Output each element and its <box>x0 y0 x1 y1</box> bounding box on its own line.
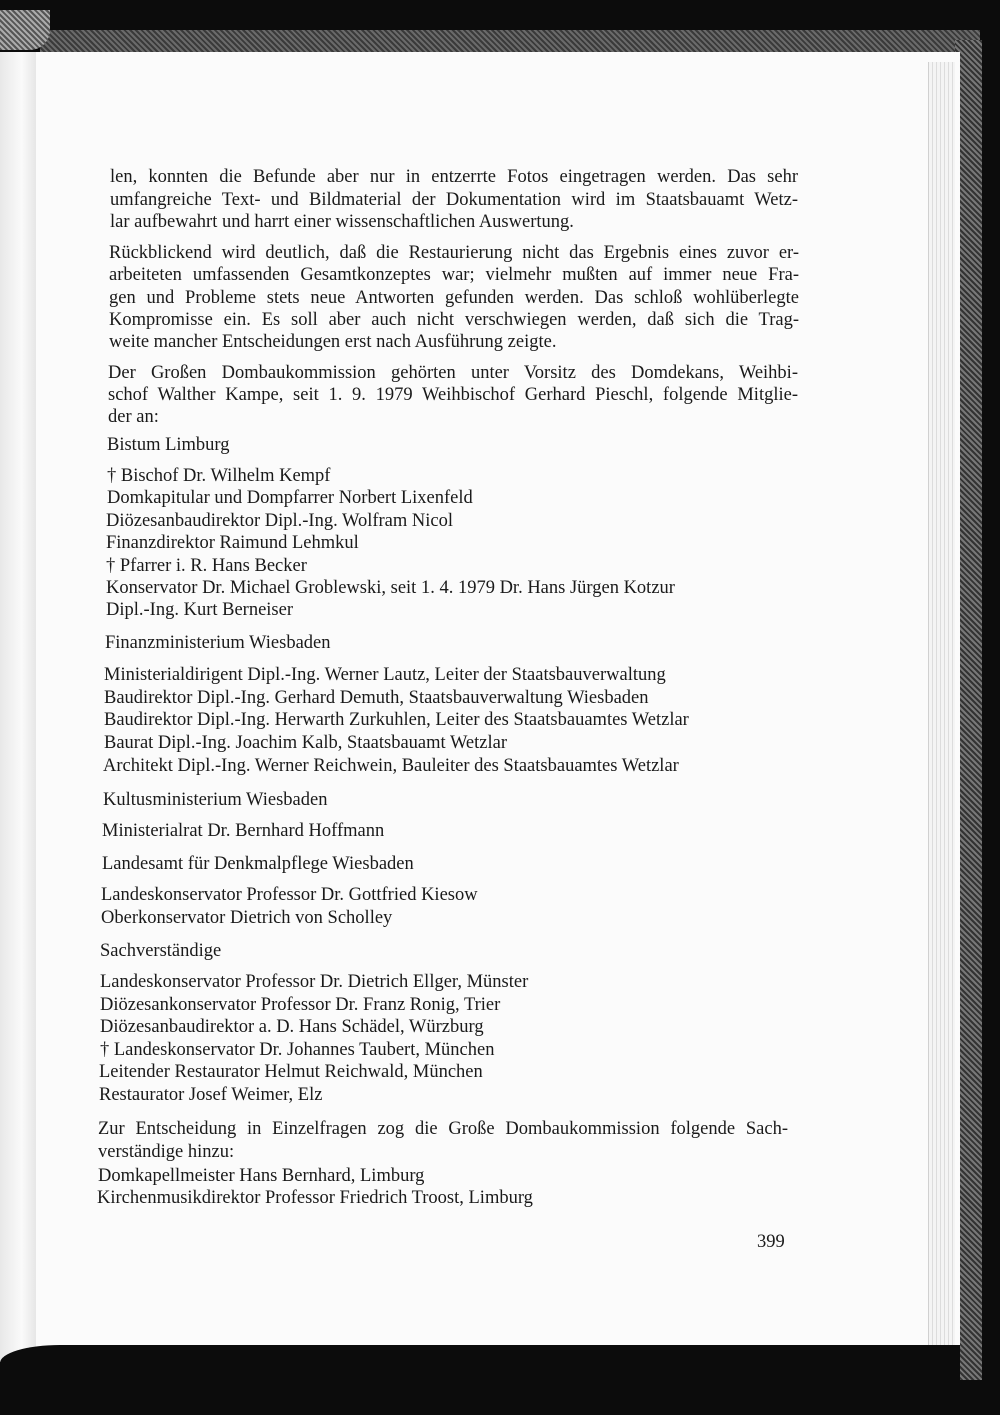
page-gutter <box>0 52 36 1362</box>
group-heading: Finanzministerium Wiesbaden <box>105 633 331 653</box>
member-line: Leitender Restaurator Helmut Reichwald, München <box>99 1062 483 1082</box>
text-line: der an: <box>108 407 159 427</box>
member-line: Diözesanbaudirektor a. D. Hans Schädel, Würzburg <box>100 1017 484 1037</box>
text-line: verständige hinzu: <box>98 1142 235 1162</box>
text-line: Der Großen Dombaukommission gehörten unter Vorsitz des Domdekans, Weihbi- <box>108 363 798 383</box>
member-line: Ministerialdirigent Dipl.-Ing. Werner Lautz, Leiter der Staatsbauverwaltung <box>104 665 666 685</box>
text-line: Kompromisse ein. Es soll aber auch nicht verschwiegen werden, daß sich die Trag- <box>109 310 799 330</box>
text-line: schof Walther Kampe, seit 1. 9. 1979 Weihbischof Gerhard Pieschl, folgende Mitglie- <box>108 385 798 405</box>
member-line: Architekt Dipl.-Ing. Werner Reichwein, Bauleiter des Staatsbauamtes Wetzlar <box>103 756 679 776</box>
member-line: † Bischof Dr. Wilhelm Kempf <box>107 466 331 486</box>
member-line: Diözesankonservator Professor Dr. Franz Ronig, Trier <box>100 995 501 1015</box>
member-line: Domkapitular und Dompfarrer Norbert Lixenfeld <box>107 488 473 508</box>
member-line: Dipl.-Ing. Kurt Berneiser <box>106 600 294 620</box>
member-line: Diözesanbaudirektor Dipl.-Ing. Wolfram Nicol <box>106 511 454 531</box>
member-line: † Pfarrer i. R. Hans Becker <box>106 556 307 576</box>
book-bottom-shadow <box>0 1345 960 1415</box>
group-heading: Kultusministerium Wiesbaden <box>103 790 328 810</box>
member-line: Baurat Dipl.-Ing. Joachim Kalb, Staatsbauamt Wetzlar <box>104 733 507 753</box>
member-line: † Landeskonservator Dr. Johannes Taubert, München <box>100 1040 495 1060</box>
page-stack-edges <box>928 62 955 1348</box>
member-line: Landeskonservator Professor Dr. Dietrich Ellger, Münster <box>100 972 529 992</box>
member-line: Finanzdirektor Raimund Lehmkul <box>106 533 359 553</box>
text-line: arbeiteten umfassenden Gesamtkonzeptes war; vielmehr mußten auf immer neue Fra- <box>109 265 799 285</box>
text-line: gen und Probleme stets neue Antworten gefunden werden. Das schloß wohlüberlegte <box>109 288 799 308</box>
facing-page-edge <box>0 10 50 50</box>
member-line: Domkapellmeister Hans Bernhard, Limburg <box>98 1166 425 1186</box>
group-heading: Landesamt für Denkmalpflege Wiesbaden <box>102 854 414 874</box>
member-line: Restaurator Josef Weimer, Elz <box>99 1085 323 1105</box>
member-line: Oberkonservator Dietrich von Scholley <box>101 908 393 928</box>
text-line: lar aufbewahrt und harrt einer wissenschaftlichen Auswertung. <box>110 212 574 232</box>
text-line: Rückblickend wird deutlich, daß die Restaurierung nicht das Ergebnis eines zuvor er- <box>109 243 799 263</box>
member-line: Ministerialrat Dr. Bernhard Hoffmann <box>102 821 385 841</box>
text-line: umfangreiche Text- und Bildmaterial der Dokumentation wird im Staatsbauamt Wetz- <box>110 190 798 210</box>
text-line: len, konnten die Befunde aber nur in entzerrte Fotos eingetragen werden. Das sehr <box>110 167 798 187</box>
member-line: Konservator Dr. Michael Groblewski, seit 1. 4. 1979 Dr. Hans Jürgen Kotzur <box>106 578 675 598</box>
member-line: Baudirektor Dipl.-Ing. Herwarth Zurkuhlen, Leiter des Staatsbauamtes Wetzlar <box>104 710 689 730</box>
text-line: Zur Entscheidung in Einzelfragen zog die Große Dombaukommission folgende Sach- <box>98 1119 788 1139</box>
text-line: weite mancher Entscheidungen erst nach Ausführung zeigte. <box>109 332 557 352</box>
group-heading: Bistum Limburg <box>107 435 230 455</box>
page-number: 399 <box>757 1232 785 1252</box>
member-line: Landeskonservator Professor Dr. Gottfried Kiesow <box>101 885 478 905</box>
group-heading: Sachverständige <box>100 941 222 961</box>
member-line: Kirchenmusikdirektor Professor Friedrich Troost, Limburg <box>97 1188 533 1208</box>
member-line: Baudirektor Dipl.-Ing. Gerhard Demuth, Staatsbauverwaltung Wiesbaden <box>104 688 649 708</box>
